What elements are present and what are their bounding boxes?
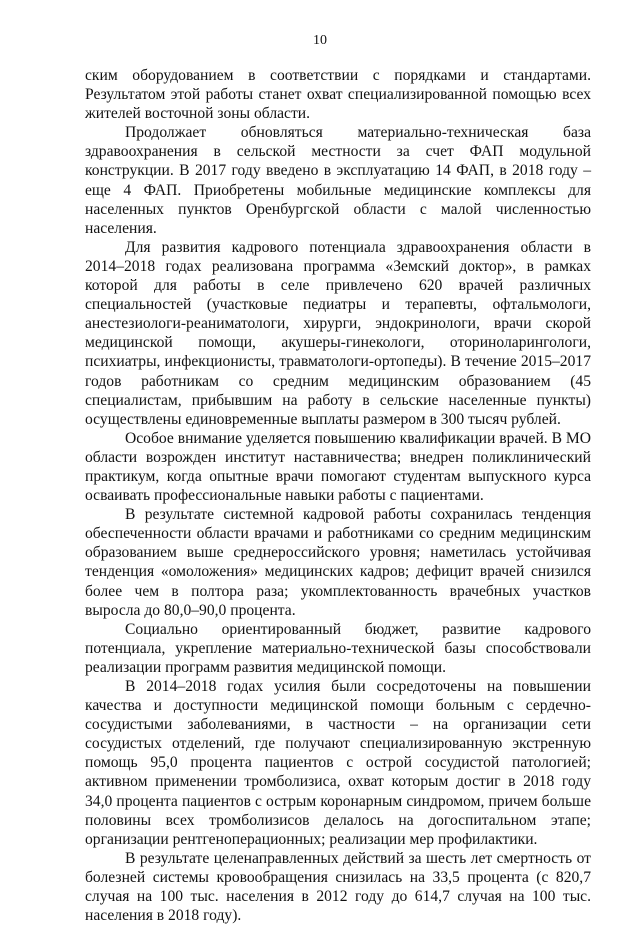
paragraph-8: В результате целенаправленных действий за шесть лет смертность от болезней системы кровообращения снизилась на 33,5 процента (с 820,7 случая на 100 тыс. населения в 2012 году до 614,7 случая на 100 тыс. населения в 2018 году). [85, 849, 591, 925]
paragraph-5: В результате системной кадровой работы сохранилась тенденция обеспеченности области врачами и работниками со средним медицинским образованием выше среднероссийского уровня; наметилась устойчивая тенденция «омоложения» медицинских кадров; дефицит врачей снизился более чем в полтора раза; укомплектованность врачебных участков выросла до 80,0–90,0 процента. [85, 506, 591, 619]
paragraph-2: Продолжает обновляться материально-техническая база здравоохранения в сельской местности за счет ФАП модульной конструкции. В 2017 году введено в эксплуатацию 14 ФАП, в 2018 году – еще 4 ФАП. Приобретены мобильные медицинские комплексы для населенных пунктов Оренбургской области с малой численностью населения. [85, 124, 591, 237]
page-number: 10 [313, 33, 327, 48]
paragraph-3: Для развития кадрового потенциала здравоохранения области в 2014–2018 годах реализована программа «Земский доктор», в рамках которой для работы в селе привлечено 620 врачей различных специальностей (участковые педиатры и терапевты, офтальмологи, анестезиологи-реаниматологи, хирурги, эндокринологи, врачи скорой медицинской помощи, акушеры-гинекологи, оториноларингологи, психиатры, инфекционисты, травматологи-ортопеды). В течение 2015–2017 годов работникам со средним медицинским образованием (45 специалистам, прибывшим на работу в сельские населенные пункты) осуществлены единовременные выплаты размером в 300 тысяч рублей. [85, 238, 591, 428]
paragraph-1: ским оборудованием в соответствии с порядками и стандартами. Результатом этой работы станет охват специализированной помощью всех жителей восточной зоны области. [85, 67, 591, 123]
paragraph-4: Особое внимание уделяется повышению квалификации врачей. В МО области возрожден институт наставничества; внедрен поликлинический практикум, когда опытные врачи помогают студентам выпускного курса осваивать профессиональные навыки работы с пациентами. [85, 429, 592, 505]
paragraph-7: В 2014–2018 годах усилия были сосредоточены на повышении качества и доступности медицинской помощи больным с сердечно-сосудистыми заболеваниями, в частности – на организации сети сосудистых отделений, где получают специализированную экстренную помощь 95,0 процента пациентов с острой сосудистой патологией; активном применении тромболизиса, охват которым достиг в 2018 году 34,0 процента пациентов с острым коронарным синдромом, причем больше половины всех тромболизисов делалось на догоспитальном этапе; организации рентгеноперационных; реализации мер профилактики. [85, 678, 591, 848]
paragraph-6: Социально ориентированный бюджет, развитие кадрового потенциала, укрепление материально-технической базы способствовали реализации программ развития медицинской помощи. [85, 620, 591, 676]
document-body [85, 66, 591, 925]
